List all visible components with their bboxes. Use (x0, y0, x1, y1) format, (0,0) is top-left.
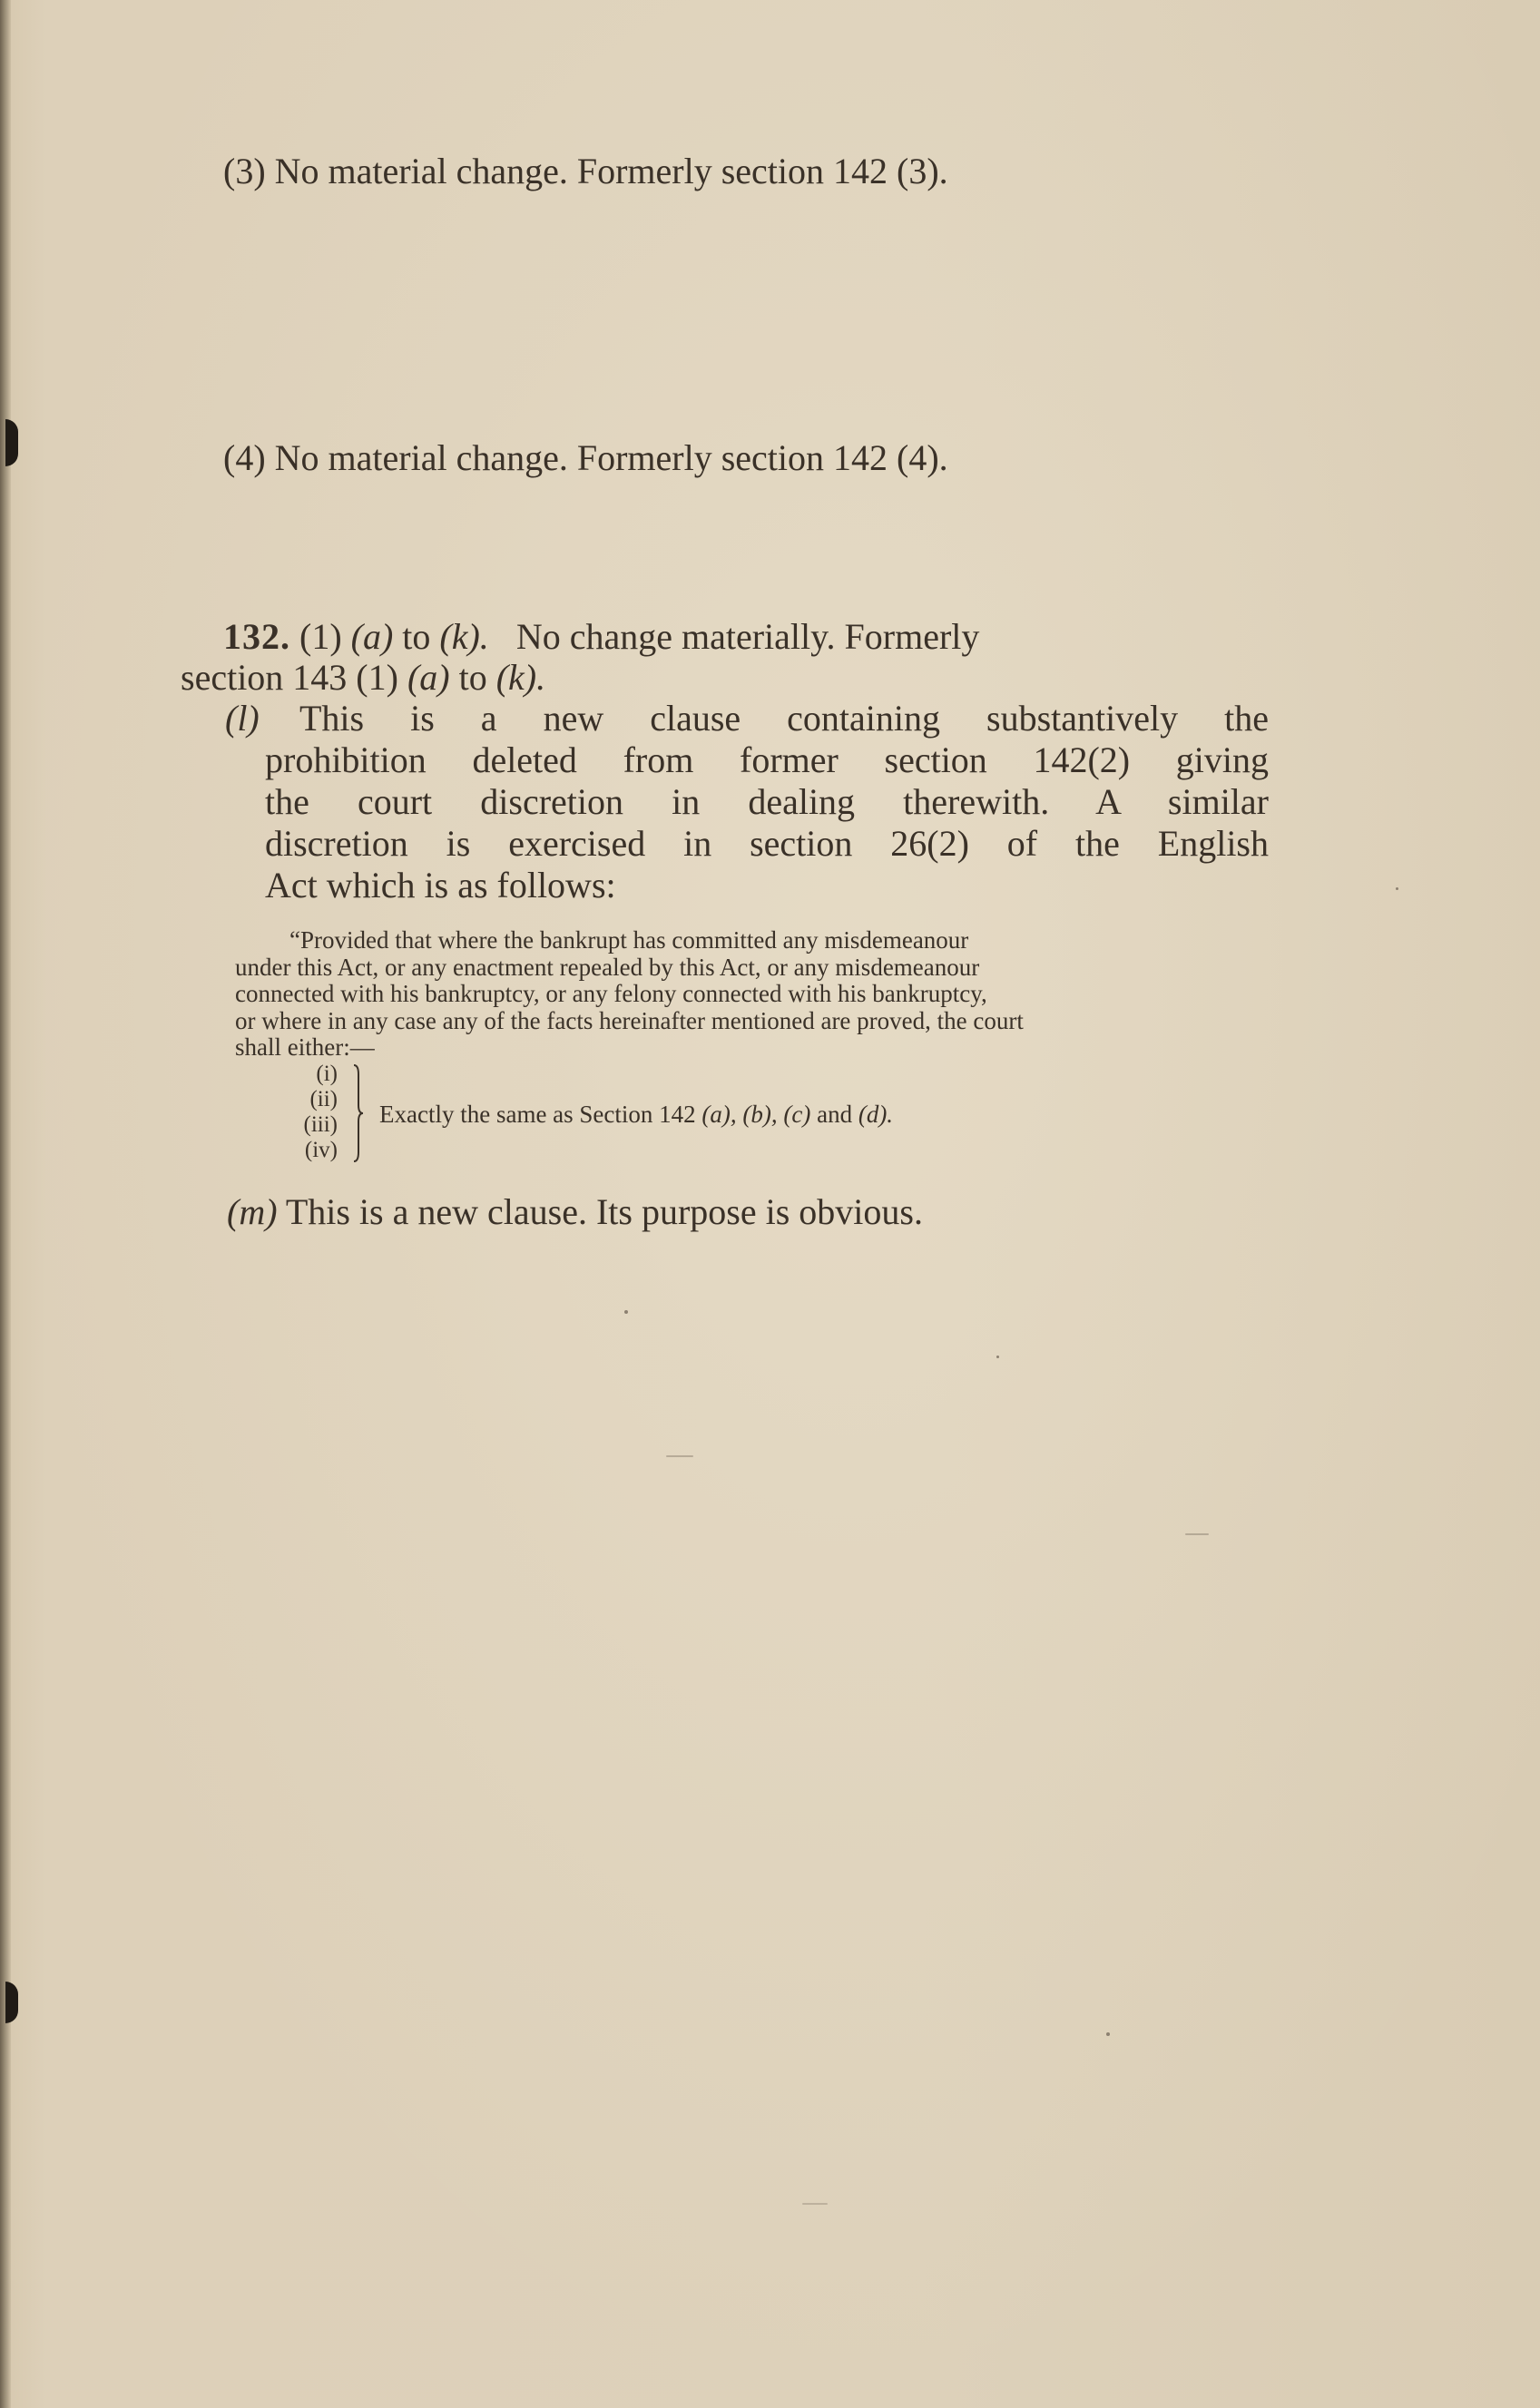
paper-speck (802, 2203, 828, 2205)
clause-l-line-4: discretion is exercised in section 26(2) of the English (265, 823, 1269, 864)
roman-item-i: (i) (316, 1062, 338, 1086)
brace-text-d: (d). (858, 1101, 894, 1128)
section-number: 132. (223, 616, 290, 657)
clause-l-line-5: Act which is as follows: (265, 865, 616, 905)
binding-hole-bottom (5, 1982, 18, 2023)
former-section-ref: section 143 (1) (181, 657, 398, 698)
quote-line-4: or where in any case any of the facts hereinafter mentioned are proved, the court (235, 1006, 1024, 1034)
quote-line-5: shall either:— (235, 1033, 375, 1061)
clause-m-marker: (m) (227, 1191, 278, 1232)
section-132-line-2 (181, 657, 545, 699)
roman-item-ii: (ii) (309, 1087, 338, 1111)
brace-text-b: (a), (b), (c) (701, 1101, 811, 1128)
line1-remainder: No change materially. Formerly (515, 616, 980, 657)
section-132-line-1 (223, 616, 979, 658)
roman-item-iv: (iv) (304, 1138, 338, 1162)
quote-line-3: connected with his bankruptcy, or any felony connected with his bankruptcy, (235, 980, 987, 1007)
paper-speck (996, 1356, 999, 1358)
quoted-provision (235, 927, 1270, 1062)
item-3-line: (3) No material change. Formerly section 142 (3). (223, 151, 948, 191)
brace-text-c: and (817, 1101, 853, 1128)
paper-speck (624, 1310, 628, 1314)
curly-brace-icon (352, 1063, 365, 1163)
paper-speck (1185, 1533, 1209, 1535)
page-left-edge (0, 0, 11, 2408)
quote-line-2: under this Act, or any enactment repealed by this Act, or any misdemeanour (235, 953, 980, 981)
to-word: to (402, 616, 431, 657)
subsection-1: (1) (299, 616, 342, 657)
clause-m-line (227, 1191, 923, 1233)
clause-ref-k: (k). (439, 616, 489, 657)
paper-speck (1396, 887, 1398, 890)
paper-speck (1106, 2032, 1110, 2036)
clause-ref-a: (a) (350, 616, 394, 657)
clause-l-line-1: This is a new clause containing substantively the (299, 698, 1269, 739)
paper-speck (666, 1455, 693, 1457)
brace-text-a: Exactly the same as Section 142 (379, 1101, 696, 1128)
clause-l-marker: (l) (225, 698, 260, 739)
item-4-line: (4) No material change. Formerly section 142 (4). (223, 437, 948, 478)
former-clause-ref-a: (a) (407, 657, 450, 698)
binding-hole-top (5, 419, 18, 466)
roman-item-iii: (iii) (303, 1112, 338, 1137)
clause-l-line-2: prohibition deleted from former section 142(2) giving (265, 739, 1269, 780)
brace-annotation (379, 1101, 893, 1128)
former-clause-ref-k: (k). (495, 657, 546, 698)
quote-line-1: “Provided that where the bankrupt has committed any misdemeanour (289, 926, 969, 954)
to-word-2: to (458, 657, 487, 698)
clause-m-text: This is a new clause. Its purpose is obvious. (285, 1191, 923, 1232)
clause-l-line-3: the court discretion in dealing therewith. A similar (265, 781, 1269, 822)
